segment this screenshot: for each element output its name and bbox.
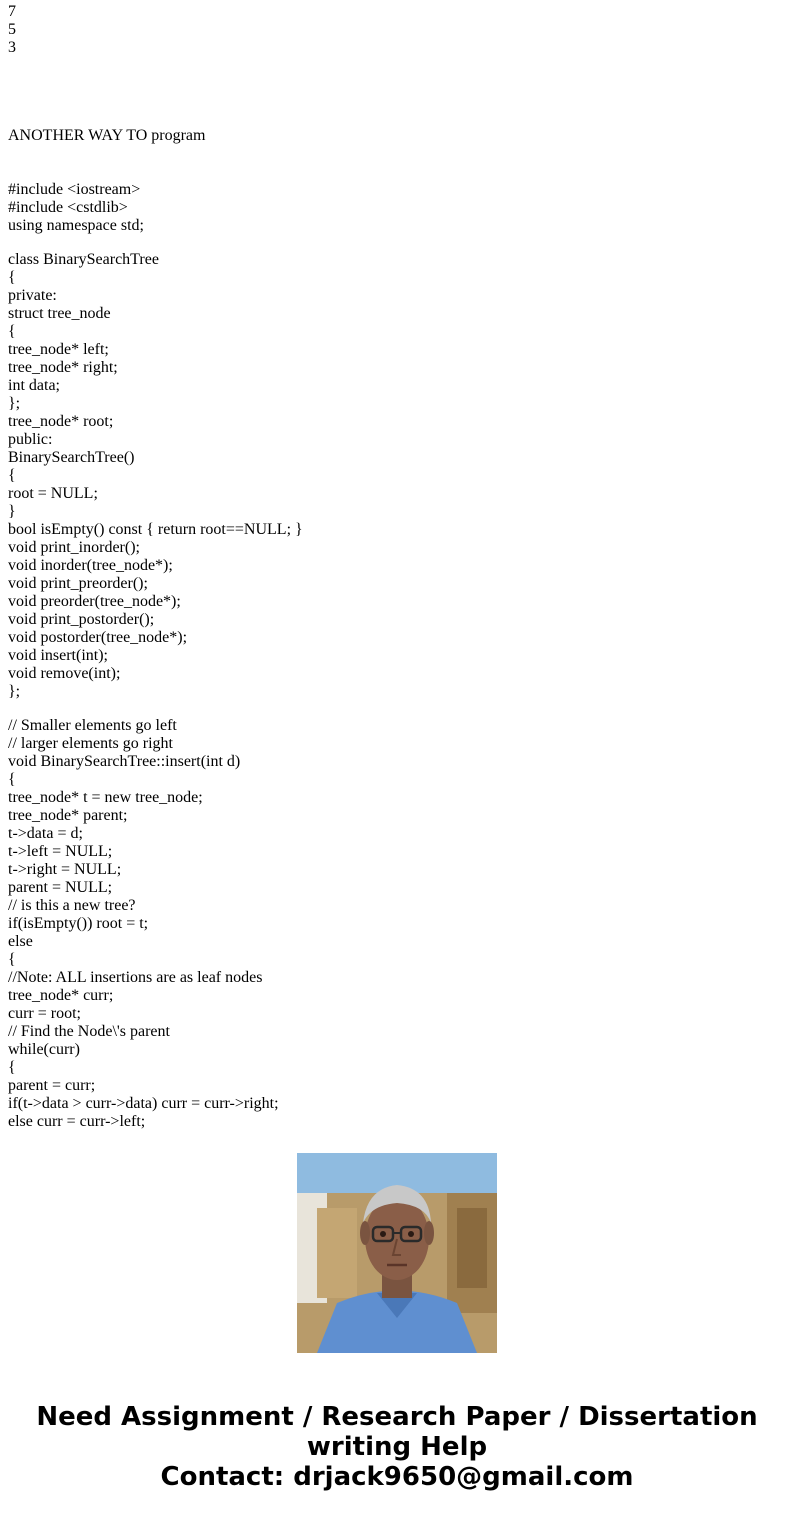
code-block-insert	[8, 717, 279, 1130]
code-line: t->data = d;	[8, 825, 83, 842]
code-line: };	[8, 395, 21, 412]
code-line: };	[8, 683, 21, 700]
code-line: while(curr)	[8, 1041, 80, 1058]
promo-contact: Contact: drjack9650@gmail.com	[160, 1462, 634, 1492]
code-line: {	[8, 467, 16, 484]
code-line: public:	[8, 431, 53, 448]
code-line: else curr = curr->left;	[8, 1113, 146, 1130]
code-line: void preorder(tree_node*);	[8, 593, 181, 610]
output-line: 5	[8, 21, 16, 38]
code-line: class BinarySearchTree	[8, 251, 159, 268]
code-line: {	[8, 1059, 16, 1076]
code-line: using namespace std;	[8, 217, 144, 234]
output-line: 3	[8, 39, 16, 56]
code-line: BinarySearchTree()	[8, 449, 135, 466]
promo-banner	[0, 1402, 794, 1492]
code-line: t->left = NULL;	[8, 843, 113, 860]
code-line: struct tree_node	[8, 305, 111, 322]
code-line: {	[8, 771, 16, 788]
code-line: {	[8, 951, 16, 968]
code-line: bool isEmpty() const { return root==NULL; }	[8, 521, 303, 538]
code-line: {	[8, 269, 16, 286]
code-line: {	[8, 323, 16, 340]
code-line: #include <cstdlib>	[8, 199, 128, 216]
code-line: void insert(int);	[8, 647, 108, 664]
code-line: else	[8, 933, 33, 950]
code-line: // is this a new tree?	[8, 897, 136, 914]
code-line: int data;	[8, 377, 60, 394]
code-line: void BinarySearchTree::insert(int d)	[8, 753, 241, 770]
code-line: void postorder(tree_node*);	[8, 629, 188, 646]
code-line: if(t->data > curr->data) curr = curr->right;	[8, 1095, 279, 1112]
code-line: void print_preorder();	[8, 575, 148, 592]
output-line: 7	[8, 3, 16, 20]
code-line: tree_node* curr;	[8, 987, 114, 1004]
author-avatar	[297, 1153, 497, 1353]
code-line: tree_node* parent;	[8, 807, 128, 824]
code-line: curr = root;	[8, 1005, 81, 1022]
code-line: // larger elements go right	[8, 735, 173, 752]
code-line: }	[8, 503, 16, 520]
code-line: #include <iostream>	[8, 181, 141, 198]
code-line: parent = NULL;	[8, 879, 113, 896]
code-line: private:	[8, 287, 57, 304]
code-line: tree_node* t = new tree_node;	[8, 789, 203, 806]
code-line: void remove(int);	[8, 665, 121, 682]
code-line: void inorder(tree_node*);	[8, 557, 173, 574]
promo-line: writing Help	[306, 1432, 488, 1462]
code-line: tree_node* right;	[8, 359, 118, 376]
code-block-includes	[8, 181, 144, 235]
code-line: void print_inorder();	[8, 539, 140, 556]
code-line: //Note: ALL insertions are as leaf nodes	[8, 969, 263, 986]
code-block-class	[8, 251, 303, 701]
promo-line: Need Assignment / Research Paper / Dissertation	[36, 1402, 758, 1432]
code-line: if(isEmpty()) root = t;	[8, 915, 149, 932]
code-line: parent = curr;	[8, 1077, 96, 1094]
author-portrait	[297, 1153, 497, 1353]
section-heading: ANOTHER WAY TO program	[8, 127, 206, 144]
program-output	[8, 3, 16, 57]
code-line: void print_postorder();	[8, 611, 155, 628]
code-line: root = NULL;	[8, 485, 98, 502]
code-line: t->right = NULL;	[8, 861, 122, 878]
code-line: tree_node* left;	[8, 341, 109, 358]
code-line: tree_node* root;	[8, 413, 114, 430]
code-line: // Smaller elements go left	[8, 717, 177, 734]
code-line: // Find the Node\'s parent	[8, 1023, 170, 1040]
